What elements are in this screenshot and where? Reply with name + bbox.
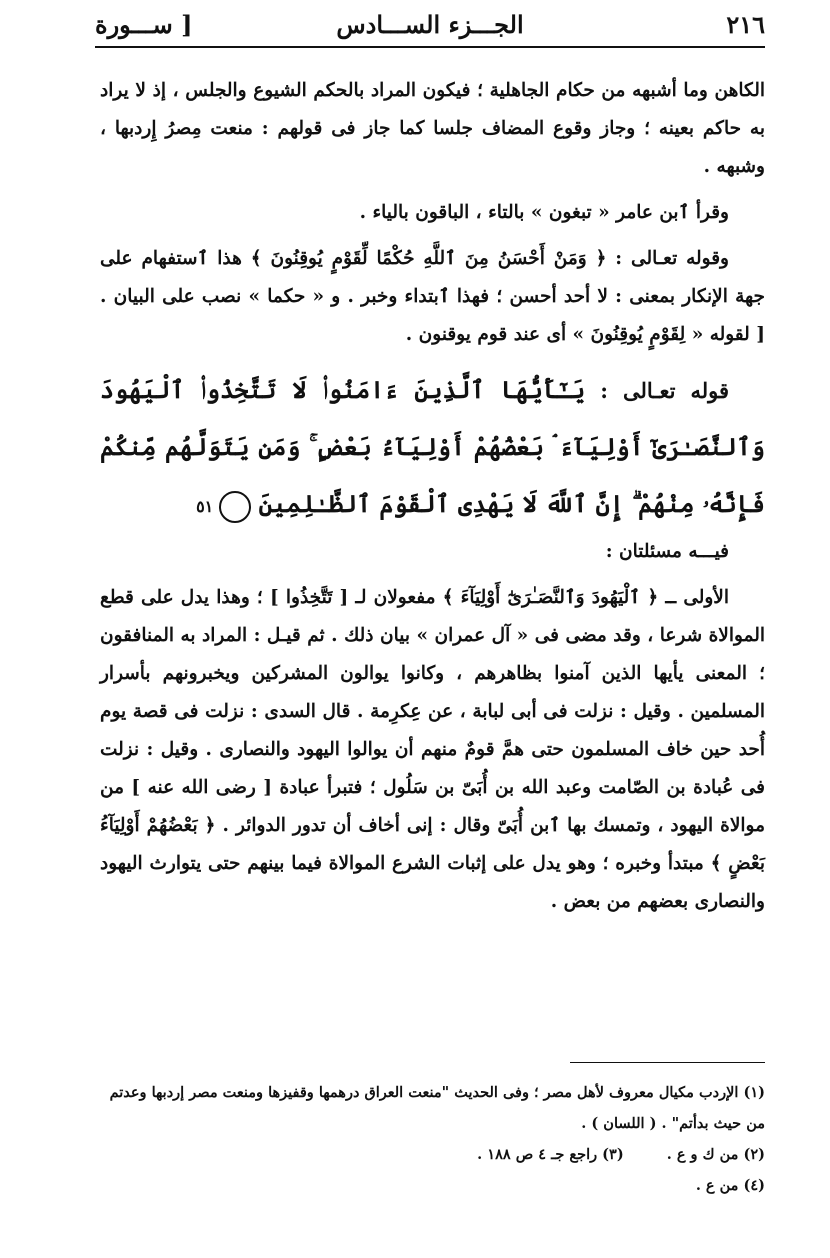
page-number: ٢١٦ [726, 10, 765, 39]
footnote-divider [570, 1062, 765, 1063]
page-body [100, 72, 765, 929]
part-title: الجـــزء الســـادس [336, 10, 524, 39]
section-heading: فيـــه مسئلتان : [605, 541, 729, 562]
footnote-1: (١) الإردب مكيال معروف لأهل مصر ؛ وفى الحديث "منعت العراق درهمها وقفيزها ومنعت مصر إردبها وعدتم من حيث بدأتم" . ( اللسان ) . [109, 1084, 765, 1132]
paragraph-2: وقرأ ٱبن عامر « تبغون » بالتاء ، الباقون بالياء . [359, 202, 729, 223]
footnotes [100, 1062, 765, 1201]
paragraph-1: الكاهن وما أشبهه من حكام الجاهلية ؛ فيكون المراد بالحكم الشيوع والجلس ، إذ لا يراد به حاكم بعينه ؛ وجاز وقوع المضاف جلسا كما جاز فى قولهم : منعت مِصرُ إِردبها ، وشبهه . [100, 80, 765, 177]
verse-text: يَـٰٓأَيُّهَا ٱلَّذِينَ ءَامَنُوا۟ لَا تَتَّخِذُوا۟ ٱلْيَهُودَ وَٱلنَّصَـٰرَىٰٓ أَوْلِيَآءَ ۘ بَعْضُهُمْ أَوْلِيَآءُ بَعْضٍ ۚ وَمَن يَتَوَلَّهُم مِّنكُمْ فَإِنَّهُۥ مِنْهُمْ ۗ إِنَّ ٱللَّهَ لَا يَهْدِى ٱلْقَوْمَ ٱلظَّـٰلِمِينَ [100, 375, 765, 518]
paragraph-4: الأولى ــ ﴿ ٱلْيَهُودَ وَٱلنَّصَـٰرَىٰٓ أَوْلِيَآءَ ﴾ مفعولان لـ [ تَتَّخِذُوا ] ؛ وهذا يدل على قطع الموالاة شرعا ، وقد مضى فى « آل عمران » بيان ذلك . ثم قيـل : المراد به المنافقون ؛ المعنى يأيها الذين آمنوا بظاهرهم ، وكانوا يوالون المشركين ويخبرونهم بأسرار المسلمين . وقيل : نزلت فى أبى لبابة ، عن عِكرِمة . قال السدى : نزلت فى قصة يوم أُحد حين خاف المسلمون حتى همَّ قومٌ منهم أن يوالوا اليهود والنصارى . وقيل : نزلت فى عُبادة بن الصّامت وعبد الله بن أُبَىّ بن سَلُول ؛ فتبرأ عبادة [ رضى الله عنه ] من موالاة اليهود ، وتمسك بها ٱبن أُبَىّ وقال : إنى أخاف أن تدور الدوائر . ﴿ بَعْضُهُمْ أَوْلِيَآءُ بَعْضٍ ﴾ مبتدأ وخبره ؛ وهو يدل على إثبات الشرع الموالاة فيما بينهم حتى يتوارث اليهود والنصارى بعضهم من بعض . [100, 587, 765, 912]
sura-label: [ ســـورة [95, 10, 193, 39]
footnote-4: (٤) من ع . [695, 1177, 765, 1194]
footnote-2: (٢) من ك و ع . [666, 1146, 765, 1163]
verse-block [100, 362, 765, 533]
paragraph-3: وقوله تعـالى : ﴿ وَمَنْ أَحْسَنُ مِنَ ٱللَّهِ حُكْمًا لِّقَوْمٍ يُوقِنُونَ ﴾ هذا ٱستفهام على جهة الإنكار بمعنى : لا أحد أحسن ؛ فهذا ٱبتداء وخبر . و « حكما » نصب على البيان . [ لقوله « لِقَوْمٍ يُوقِنُونَ » أى عند قوم يوقنون . [100, 248, 765, 345]
footnote-3: (٣) راجع جـ ٤ ص ١٨٨ . [477, 1146, 624, 1163]
page-header [95, 6, 765, 46]
header-divider [95, 46, 765, 48]
verse-number-badge: ٥١ [219, 491, 251, 523]
verse-intro: قوله تعـالى : [600, 378, 729, 403]
